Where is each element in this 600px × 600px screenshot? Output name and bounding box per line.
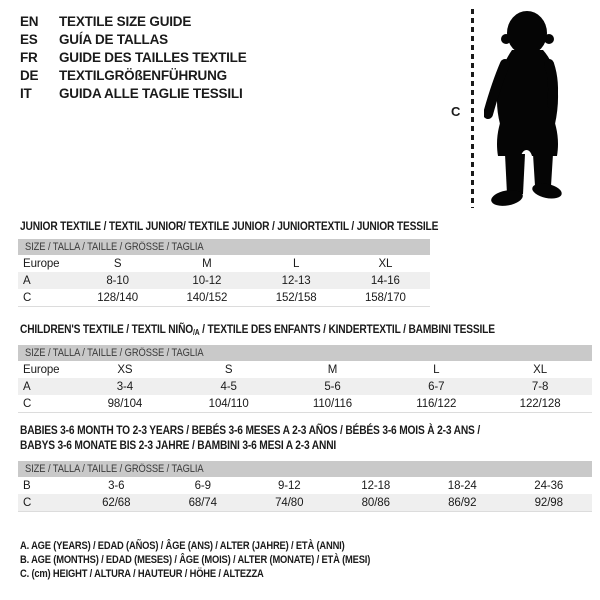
table-cell: 7-8	[531, 380, 549, 393]
size-header-bar	[18, 461, 592, 477]
row-label: A	[23, 380, 31, 393]
language-code: IT	[20, 85, 32, 101]
footnote-a: A. AGE (YEARS) / EDAD (AÑOS) / ÂGE (ANS) / ALTER (JAHRE) / ETÀ (ANNI)	[20, 540, 345, 552]
row-label: A	[23, 274, 31, 287]
table-cell: 152/158	[275, 291, 317, 304]
table-cell: 24-36	[534, 479, 564, 492]
babies-size-table	[18, 461, 592, 512]
table-row-age	[18, 272, 430, 289]
babies-title-line1: BABIES 3-6 MONTH TO 2-3 YEARS / BEBÉS 3-6 MESES A 2-3 AÑOS / BÉBÉS 3-6 MOIS À 2-3 ANS /	[20, 423, 481, 437]
language-row-de	[20, 66, 247, 84]
column-header: Europe	[23, 257, 60, 270]
table-cell: 110/116	[312, 397, 353, 410]
table-cell: 68/74	[188, 496, 217, 509]
table-row-age-months	[18, 477, 592, 494]
baby-silhouette-icon	[484, 8, 576, 208]
table-cell: 6-7	[428, 380, 445, 393]
table-cell: 6-9	[194, 479, 211, 492]
language-title: GUÍA DE TALLAS	[59, 31, 168, 47]
table-cell: 18-24	[447, 479, 477, 492]
table-cell: 3-6	[108, 479, 125, 492]
table-cell: 12-13	[281, 274, 311, 287]
table-cell: 8-10	[106, 274, 129, 287]
language-title-block	[20, 12, 247, 102]
children-title-subscript: /A	[193, 328, 200, 337]
row-label: C	[23, 291, 32, 304]
children-title-text: / TEXTILE DES ENFANTS / KINDERTEXTIL / BAMBINI TESSILE	[199, 322, 495, 336]
table-cell: 3-4	[116, 380, 134, 393]
children-table	[18, 361, 592, 412]
babies-table	[18, 477, 592, 511]
table-cell: 10-12	[192, 274, 222, 287]
column-header: L	[292, 257, 300, 270]
language-title: TEXTILE SIZE GUIDE	[59, 13, 192, 29]
row-label: C	[23, 397, 32, 410]
table-cell: 86/92	[448, 496, 477, 509]
language-title: TEXTILGRÖßENFÜHRUNG	[59, 67, 227, 83]
table-cell: 5-6	[324, 380, 341, 393]
table-cell: 9-12	[277, 479, 301, 492]
column-header: S	[224, 363, 233, 376]
height-label-c: C	[451, 104, 461, 119]
table-cell: 80/86	[361, 496, 390, 509]
table-row-height	[18, 494, 592, 511]
language-row-en	[20, 12, 247, 30]
column-header: XS	[117, 363, 133, 376]
table-cell: 128/140	[97, 291, 139, 304]
size-header-label: SIZE / TALLA / TAILLE / GRÖSSE / TAGLIA	[25, 347, 204, 359]
height-measure-dashed-line	[471, 9, 474, 208]
section-title-babies	[20, 423, 480, 453]
table-cell: 104/110	[208, 397, 249, 410]
row-label: B	[23, 479, 31, 492]
language-title: GUIDE DES TAILLES TEXTILE	[59, 49, 247, 65]
table-cell: 12-18	[361, 479, 391, 492]
table-row-columns	[18, 361, 592, 378]
table-row-columns	[18, 255, 430, 272]
language-title: GUIDA ALLE TAGLIE TESSILI	[59, 85, 243, 101]
table-cell: 140/152	[186, 291, 228, 304]
children-title-text: CHILDREN'S TEXTILE / TEXTIL NIÑO	[20, 322, 194, 336]
table-cell: 62/68	[102, 496, 131, 509]
section-title-children	[20, 322, 495, 340]
table-row-age	[18, 378, 592, 395]
table-cell: 116/122	[416, 397, 457, 410]
section-title-junior: JUNIOR TEXTILE / TEXTIL JUNIOR/ TEXTILE JUNIOR / JUNIORTEXTIL / JUNIOR TESSILE	[20, 219, 439, 233]
row-label: C	[23, 496, 32, 509]
size-header-label: SIZE / TALLA / TAILLE / GRÖSSE / TAGLIA	[25, 241, 204, 253]
table-cell: 14-16	[370, 274, 400, 287]
language-code: EN	[20, 13, 39, 29]
table-row-height	[18, 289, 430, 306]
column-header: M	[327, 363, 338, 376]
column-header: M	[202, 257, 212, 270]
column-header: S	[113, 257, 122, 270]
footnote-b: B. AGE (MONTHS) / EDAD (MESES) / ÂGE (MOIS) / ALTER (MONATE) / ETÀ (MESI)	[20, 554, 371, 566]
language-row-es	[20, 30, 247, 48]
language-code: FR	[20, 49, 38, 65]
junior-table	[18, 255, 430, 306]
children-size-table	[18, 345, 592, 413]
language-code: DE	[20, 67, 39, 83]
footnotes	[20, 539, 432, 581]
column-header: XL	[533, 363, 548, 376]
table-cell: 122/128	[519, 397, 561, 410]
size-header-bar	[18, 345, 592, 361]
table-cell: 74/80	[275, 496, 304, 509]
table-cell: 4-5	[220, 380, 237, 393]
column-header: XL	[378, 257, 393, 270]
language-row-fr	[20, 48, 247, 66]
table-cell: 92/98	[534, 496, 563, 509]
column-header: Europe	[23, 363, 60, 376]
babies-title-line2: BABYS 3-6 MONATE BIS 2-3 JAHRE / BAMBINI 3-6 MESI A 2-3 ANNI	[20, 438, 337, 452]
table-cell: 158/170	[364, 291, 406, 304]
size-header-bar	[18, 239, 430, 255]
column-header: L	[433, 363, 440, 376]
table-cell: 98/104	[107, 397, 143, 410]
language-code: ES	[20, 31, 38, 47]
table-row-height	[18, 395, 592, 412]
language-row-it	[20, 84, 247, 102]
size-header-label: SIZE / TALLA / TAILLE / GRÖSSE / TAGLIA	[25, 463, 204, 475]
junior-size-table	[18, 239, 430, 307]
footnote-c: C. (cm) HEIGHT / ALTURA / HAUTEUR / HÖHE / ALTEZZA	[20, 568, 264, 580]
